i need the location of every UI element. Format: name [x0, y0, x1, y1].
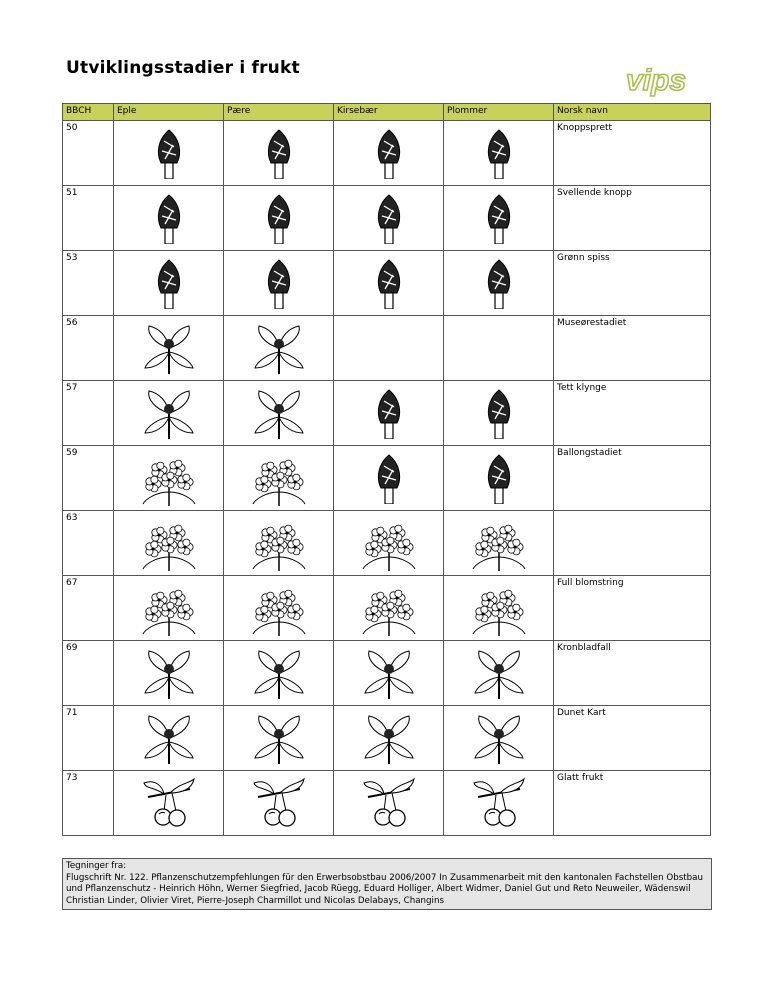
- illustration-cell-eple: [114, 706, 224, 771]
- header-plommer: Plommer: [444, 104, 554, 121]
- paere-fruit-drawing: [250, 777, 308, 831]
- illustration-cell-eple: [114, 771, 224, 836]
- table-row: [63, 316, 711, 381]
- illustration-cell-kirsebaer: [334, 706, 444, 771]
- plommer-flower-drawing: [469, 517, 529, 571]
- bbch-code: 69: [63, 641, 114, 706]
- header-bbch: BBCH: [63, 104, 114, 121]
- illustration-cell-plommer: [444, 641, 554, 706]
- paere-leaf-drawing: [251, 322, 307, 376]
- header-eple: Eple: [114, 104, 224, 121]
- norsk-navn: Svellende knopp: [554, 186, 711, 251]
- illustration-cell-plommer: [444, 316, 554, 381]
- illustration-cell-kirsebaer: [334, 771, 444, 836]
- illustration-cell-eple: [114, 641, 224, 706]
- bbch-code: 59: [63, 446, 114, 511]
- eple-leaf-drawing: [141, 647, 197, 701]
- illustration-cell-paere: [224, 511, 334, 576]
- illustration-cell-eple: [114, 121, 224, 186]
- illustration-cell-eple: [114, 576, 224, 641]
- eple-flower-drawing: [139, 517, 199, 571]
- eple-flower-drawing: [139, 582, 199, 636]
- eple-flower-drawing: [139, 452, 199, 506]
- plommer-leaf-drawing: [471, 712, 527, 766]
- header-norsk-navn: Norsk navn: [554, 104, 711, 121]
- header-kirsebaer: Kirsebær: [334, 104, 444, 121]
- table-row: [63, 511, 711, 576]
- kirsebaer-flower-drawing: [359, 517, 419, 571]
- table-row: [63, 706, 711, 771]
- paere-flower-drawing: [249, 452, 309, 506]
- bbch-code: 50: [63, 121, 114, 186]
- illustration-cell-plommer: [444, 251, 554, 316]
- kirsebaer-bud-drawing: [372, 127, 406, 179]
- development-stages-table: [62, 103, 711, 836]
- plommer-bud-drawing: [482, 257, 516, 309]
- illustration-cell-paere: [224, 251, 334, 316]
- plommer-fruit-drawing: [470, 777, 528, 831]
- bbch-code: 67: [63, 576, 114, 641]
- plommer-bud-drawing: [482, 192, 516, 244]
- eple-bud-drawing: [152, 192, 186, 244]
- illustration-cell-plommer: [444, 121, 554, 186]
- illustration-cell-kirsebaer: [334, 251, 444, 316]
- illustration-cell-paere: [224, 381, 334, 446]
- norsk-navn: Dunet Kart: [554, 706, 711, 771]
- paere-bud-drawing: [262, 127, 296, 179]
- kirsebaer-bud-drawing: [372, 452, 406, 504]
- bbch-code: 73: [63, 771, 114, 836]
- svg-text:vips: vips: [626, 64, 687, 97]
- illustration-cell-kirsebaer: [334, 381, 444, 446]
- illustration-cell-kirsebaer: [334, 186, 444, 251]
- credits-box: [62, 858, 712, 910]
- illustration-cell-eple: [114, 251, 224, 316]
- table-row: [63, 121, 711, 186]
- table-row: [63, 641, 711, 706]
- illustration-cell-kirsebaer: [334, 316, 444, 381]
- norsk-navn: Grønn spiss: [554, 251, 711, 316]
- illustration-cell-paere: [224, 641, 334, 706]
- credits-body: Flugschrift Nr. 122. Pflanzenschutzempfehlungen für den Erwerbsobstbau 2006/2007 In Zusammenarbeit mit den kantonalen Fachstellen Obstbau und Pflanzenschutz - Heinrich Höhn, Werner Siegfried, Jacob Rüegg, Eduard Holliger, Albert Widmer, Daniel Gut und Reto Neuweiler, Wädenswil Christian Linder, Olivier Viret, Pierre-Joseph Charmillot und Nicolas Delabays, Changins: [66, 872, 703, 906]
- illustration-cell-kirsebaer: [334, 511, 444, 576]
- eple-fruit-drawing: [140, 777, 198, 831]
- eple-bud-drawing: [152, 127, 186, 179]
- illustration-cell-plommer: [444, 511, 554, 576]
- bbch-code: 53: [63, 251, 114, 316]
- paere-leaf-drawing: [251, 387, 307, 441]
- norsk-navn: Tett klynge: [554, 381, 711, 446]
- illustration-cell-paere: [224, 121, 334, 186]
- bbch-code: 57: [63, 381, 114, 446]
- table-row: [63, 576, 711, 641]
- illustration-cell-paere: [224, 446, 334, 511]
- illustration-cell-paere: [224, 771, 334, 836]
- kirsebaer-bud-drawing: [372, 192, 406, 244]
- norsk-navn: Museørestadiet: [554, 316, 711, 381]
- plommer-bud-drawing: [482, 127, 516, 179]
- norsk-navn: Kronbladfall: [554, 641, 711, 706]
- paere-leaf-drawing: [251, 712, 307, 766]
- paere-flower-drawing: [249, 517, 309, 571]
- vips-logo: [622, 60, 702, 100]
- plommer-flower-drawing: [469, 582, 529, 636]
- norsk-navn: Full blomstring: [554, 576, 711, 641]
- bbch-code: 63: [63, 511, 114, 576]
- illustration-cell-plommer: [444, 186, 554, 251]
- paere-flower-drawing: [249, 582, 309, 636]
- eple-leaf-drawing: [141, 322, 197, 376]
- illustration-cell-paere: [224, 186, 334, 251]
- bbch-code: 51: [63, 186, 114, 251]
- illustration-cell-paere: [224, 576, 334, 641]
- eple-bud-drawing: [152, 257, 186, 309]
- illustration-cell-eple: [114, 511, 224, 576]
- kirsebaer-bud-drawing: [372, 257, 406, 309]
- illustration-cell-paere: [224, 316, 334, 381]
- table-row: [63, 381, 711, 446]
- kirsebaer-bud-drawing: [372, 387, 406, 439]
- page-title: Utviklingsstadier i frukt: [66, 58, 300, 78]
- table-row: [63, 771, 711, 836]
- illustration-cell-plommer: [444, 576, 554, 641]
- header-paere: Pære: [224, 104, 334, 121]
- norsk-navn: Ballongstadiet: [554, 446, 711, 511]
- illustration-cell-plommer: [444, 446, 554, 511]
- paere-bud-drawing: [262, 257, 296, 309]
- illustration-cell-kirsebaer: [334, 641, 444, 706]
- illustration-cell-eple: [114, 186, 224, 251]
- illustration-cell-kirsebaer: [334, 121, 444, 186]
- illustration-cell-plommer: [444, 381, 554, 446]
- kirsebaer-flower-drawing: [359, 582, 419, 636]
- paere-leaf-drawing: [251, 647, 307, 701]
- credits-heading: Tegninger fra:: [66, 861, 127, 871]
- table-row: [63, 251, 711, 316]
- eple-leaf-drawing: [141, 387, 197, 441]
- illustration-cell-paere: [224, 706, 334, 771]
- plommer-leaf-drawing: [471, 647, 527, 701]
- kirsebaer-leaf-drawing: [361, 712, 417, 766]
- illustration-cell-eple: [114, 446, 224, 511]
- bbch-code: 71: [63, 706, 114, 771]
- norsk-navn: Glatt frukt: [554, 771, 711, 836]
- bbch-code: 56: [63, 316, 114, 381]
- illustration-cell-eple: [114, 381, 224, 446]
- kirsebaer-fruit-drawing: [360, 777, 418, 831]
- norsk-navn: [554, 511, 711, 576]
- paere-bud-drawing: [262, 192, 296, 244]
- illustration-cell-plommer: [444, 771, 554, 836]
- plommer-bud-drawing: [482, 387, 516, 439]
- illustration-cell-kirsebaer: [334, 576, 444, 641]
- illustration-cell-kirsebaer: [334, 446, 444, 511]
- table-header-row: [63, 104, 711, 121]
- table-row: [63, 446, 711, 511]
- illustration-cell-eple: [114, 316, 224, 381]
- kirsebaer-leaf-drawing: [361, 647, 417, 701]
- illustration-cell-plommer: [444, 706, 554, 771]
- plommer-bud-drawing: [482, 452, 516, 504]
- norsk-navn: Knoppsprett: [554, 121, 711, 186]
- eple-leaf-drawing: [141, 712, 197, 766]
- table-row: [63, 186, 711, 251]
